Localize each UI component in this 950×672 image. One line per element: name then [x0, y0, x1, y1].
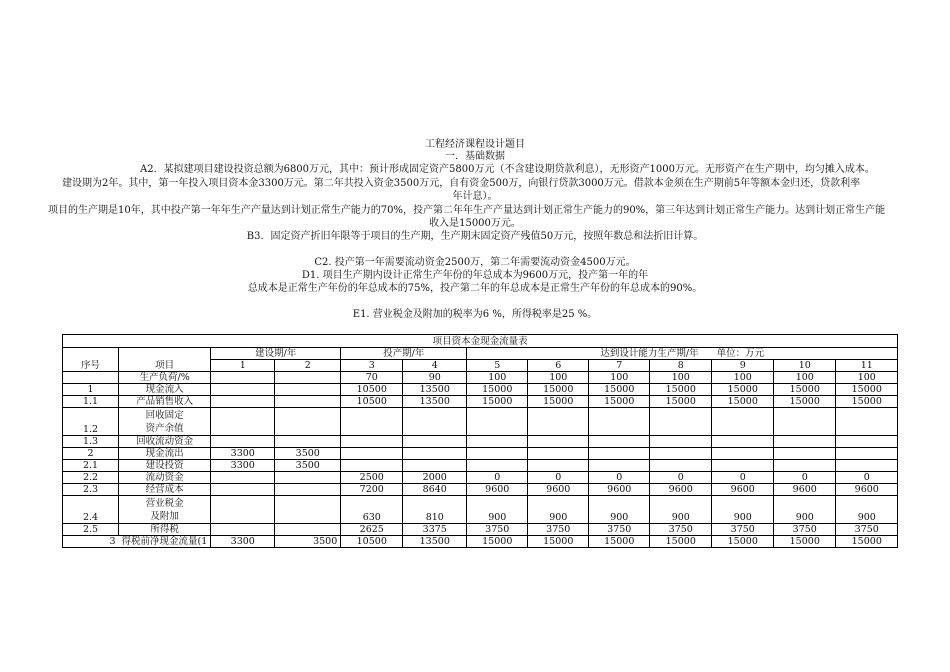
row-seq — [63, 372, 119, 384]
row-value — [341, 448, 403, 460]
row-value — [589, 436, 650, 448]
row-value: 15000 — [650, 396, 712, 408]
row-value: 100 — [589, 372, 650, 384]
row-value: 15000 — [650, 536, 712, 548]
paragraph-d1-line2: 总成本是正常生产年份的年总成本的75%，投产第二年的年总成本是正常生产年份的年总成本的90%。 — [247, 283, 703, 294]
table-caption: 项目资本金现金流量表 — [63, 335, 898, 348]
paragraph-c2: C2. 投产第一年需要流动资金2500万，第二年需要流动资金4500万元。 — [314, 257, 636, 268]
row-value: 100 — [712, 372, 774, 384]
row-value — [275, 384, 341, 396]
year-header: 1 — [211, 360, 275, 372]
row-value: 3500 — [275, 460, 341, 472]
row-value — [528, 436, 589, 448]
year-header: 6 — [528, 360, 589, 372]
document-title: 工程经济课程设计题目 — [425, 139, 525, 150]
row-value: 10500 — [341, 396, 403, 408]
row-value: 70 — [341, 372, 403, 384]
row-value — [712, 436, 774, 448]
row-value: 3750 — [467, 524, 528, 536]
row-value: 3750 — [774, 524, 836, 536]
row-value — [650, 460, 712, 472]
row-value — [341, 436, 403, 448]
row-value: 15000 — [589, 384, 650, 396]
row-value: 810 — [403, 496, 467, 524]
row-value — [275, 496, 341, 524]
row-value: 100 — [528, 372, 589, 384]
row-value — [589, 408, 650, 436]
row-value: 100 — [650, 372, 712, 384]
row-value — [774, 408, 836, 436]
row-value — [403, 448, 467, 460]
row-seq: 3 — [63, 536, 119, 548]
header-item: 项目 — [119, 360, 211, 372]
row-value — [211, 524, 275, 536]
row-value: 3500 — [275, 536, 341, 548]
table-row — [63, 460, 898, 472]
paragraph-a2-line1: A2．某拟建项目建设投资总额为6800万元，其中：预计形成固定资产5800万元（不含建设期贷款利息），无形资产1000万元。无形资产在生产期中，均匀摊入成本。 — [140, 164, 875, 175]
row-item: 回收流动资金 — [119, 436, 211, 448]
row-item: 生产负荷/% — [119, 372, 211, 384]
row-value: 2625 — [341, 524, 403, 536]
row-value: 9600 — [528, 484, 589, 496]
row-value — [275, 472, 341, 484]
row-seq: 2.5 — [63, 524, 119, 536]
row-value — [211, 384, 275, 396]
row-value — [275, 524, 341, 536]
row-value — [403, 436, 467, 448]
table-row — [63, 396, 898, 408]
row-value: 7200 — [341, 484, 403, 496]
row-seq: 1.2 — [63, 408, 119, 436]
row-value: 15000 — [589, 396, 650, 408]
row-value: 100 — [836, 372, 898, 384]
row-item: 现金流入 — [119, 384, 211, 396]
table-row — [63, 384, 898, 396]
paragraph-a2-line2: 建设期为2年。其中，第一年投入项目资本金3300万元。第二年共投入资金3500万元，自有资金500万，向银行贷款3000万元。借款本金须在生产期前5年等额本金归还，贷款利率 — [62, 178, 861, 189]
row-value: 0 — [467, 472, 528, 484]
row-value: 15000 — [836, 384, 898, 396]
row-item: 营业税金 及附加 — [119, 496, 211, 524]
row-item: 得税前净现金流量(1 — [119, 536, 211, 548]
row-value — [275, 484, 341, 496]
row-value — [836, 436, 898, 448]
row-value — [211, 372, 275, 384]
year-header: 9 — [712, 360, 774, 372]
row-value: 900 — [650, 496, 712, 524]
row-value — [275, 436, 341, 448]
row-item: 现金流出 — [119, 448, 211, 460]
row-value: 90 — [403, 372, 467, 384]
row-value: 0 — [528, 472, 589, 484]
row-value: 15000 — [712, 384, 774, 396]
row-item: 回收固定 资产余值 — [119, 408, 211, 436]
row-seq: 1 — [63, 384, 119, 396]
section-heading: 一．基础数据 — [445, 151, 505, 162]
row-value — [589, 448, 650, 460]
year-header: 4 — [403, 360, 467, 372]
row-value — [528, 460, 589, 472]
row-value — [528, 448, 589, 460]
paragraph-e1: E1. 营业税金及附加的税率为6 %，所得税率是25 %。 — [352, 309, 598, 320]
row-value: 15000 — [650, 384, 712, 396]
row-value: 3750 — [650, 524, 712, 536]
row-value: 3750 — [712, 524, 774, 536]
table-row — [63, 472, 898, 484]
row-value — [712, 460, 774, 472]
row-item: 所得税 — [119, 524, 211, 536]
row-value: 15000 — [589, 536, 650, 548]
row-value — [341, 460, 403, 472]
row-item: 经营成本 — [119, 484, 211, 496]
header-design-capacity: 达到设计能力生产期/年 单位：万元 — [467, 348, 898, 360]
row-value: 0 — [774, 472, 836, 484]
row-value: 15000 — [467, 396, 528, 408]
row-value: 15000 — [528, 536, 589, 548]
year-header: 7 — [589, 360, 650, 372]
row-value: 0 — [650, 472, 712, 484]
row-value — [836, 460, 898, 472]
year-header: 5 — [467, 360, 528, 372]
row-value — [341, 408, 403, 436]
row-value: 10500 — [341, 384, 403, 396]
row-value: 10500 — [341, 536, 403, 548]
row-value: 3750 — [836, 524, 898, 536]
row-value — [211, 396, 275, 408]
row-seq: 1.1 — [63, 396, 119, 408]
row-value: 9600 — [712, 484, 774, 496]
row-value: 900 — [467, 496, 528, 524]
row-value: 3750 — [589, 524, 650, 536]
header-commissioning-period: 投产期/年 — [341, 348, 467, 360]
table-row — [63, 524, 898, 536]
row-value: 900 — [528, 496, 589, 524]
row-value: 3300 — [211, 448, 275, 460]
paragraph-a2-line5: 收入是15000万元。 — [429, 218, 521, 229]
row-value: 0 — [712, 472, 774, 484]
row-value: 9600 — [774, 484, 836, 496]
row-value — [774, 436, 836, 448]
row-value: 900 — [589, 496, 650, 524]
row-item: 建设投资 — [119, 460, 211, 472]
row-seq: 2.2 — [63, 472, 119, 484]
row-item: 流动资金 — [119, 472, 211, 484]
row-seq: 1.3 — [63, 436, 119, 448]
year-header: 11 — [836, 360, 898, 372]
row-value: 900 — [774, 496, 836, 524]
row-value: 15000 — [712, 396, 774, 408]
row-value: 3375 — [403, 524, 467, 536]
row-seq: 2.1 — [63, 460, 119, 472]
row-value: 900 — [836, 496, 898, 524]
row-value — [275, 372, 341, 384]
row-value — [275, 408, 341, 436]
row-value: 13500 — [403, 396, 467, 408]
row-value — [467, 460, 528, 472]
paragraph-a2-line3: 年计息）。 — [452, 191, 498, 202]
row-value: 100 — [467, 372, 528, 384]
year-header: 2 — [275, 360, 341, 372]
row-value — [774, 448, 836, 460]
table-row — [63, 448, 898, 460]
year-header: 10 — [774, 360, 836, 372]
row-value: 9600 — [650, 484, 712, 496]
table-row — [63, 408, 898, 436]
row-value: 15000 — [774, 384, 836, 396]
row-value: 900 — [712, 496, 774, 524]
row-seq: 2.4 — [63, 496, 119, 524]
row-value — [589, 460, 650, 472]
row-seq: 2 — [63, 448, 119, 460]
row-value: 9600 — [836, 484, 898, 496]
row-value: 15000 — [836, 536, 898, 548]
row-value — [403, 460, 467, 472]
row-item: 产品销售收入 — [119, 396, 211, 408]
row-value — [211, 472, 275, 484]
paragraph-a2-line4: 项目的生产期是10年，其中投产第一年年生产产量达到计划正常生产能力的70%，投产第二年年生产产量达到计划正常生产能力的90%，第三年达到计划正常生产能力。达到计划正常生产能 — [48, 205, 886, 216]
row-value — [211, 436, 275, 448]
row-value: 3300 — [211, 460, 275, 472]
row-value — [211, 408, 275, 436]
row-value: 15000 — [467, 536, 528, 548]
row-value — [836, 448, 898, 460]
row-value — [211, 496, 275, 524]
table-row — [63, 372, 898, 384]
year-header: 8 — [650, 360, 712, 372]
row-value — [836, 408, 898, 436]
row-seq: 2.3 — [63, 484, 119, 496]
row-value: 3300 — [211, 536, 275, 548]
row-value: 0 — [589, 472, 650, 484]
row-value: 15000 — [774, 396, 836, 408]
row-value — [275, 396, 341, 408]
row-value: 9600 — [467, 484, 528, 496]
row-value — [650, 408, 712, 436]
paragraph-d1-line1: D1. 项目生产期内设计正常生产年份的年总成本为9600万元，投产第一年的年 — [301, 270, 649, 281]
row-value: 100 — [774, 372, 836, 384]
row-value — [712, 448, 774, 460]
row-value — [712, 408, 774, 436]
row-value: 2500 — [341, 472, 403, 484]
row-value: 2000 — [403, 472, 467, 484]
row-value — [528, 408, 589, 436]
row-value: 0 — [836, 472, 898, 484]
row-value: 3500 — [275, 448, 341, 460]
year-header: 3 — [341, 360, 403, 372]
row-value: 3750 — [528, 524, 589, 536]
row-value: 13500 — [403, 384, 467, 396]
row-value: 15000 — [467, 384, 528, 396]
header-construction-period: 建设期/年 — [211, 348, 341, 360]
row-value: 15000 — [836, 396, 898, 408]
row-value — [211, 484, 275, 496]
row-value — [774, 460, 836, 472]
row-value: 630 — [341, 496, 403, 524]
row-value: 9600 — [589, 484, 650, 496]
table-row — [63, 536, 898, 548]
cash-flow-table — [62, 334, 898, 548]
row-value — [403, 408, 467, 436]
unit-label: 单位：万元 — [716, 348, 765, 359]
row-value — [467, 436, 528, 448]
row-value — [650, 448, 712, 460]
row-value — [650, 436, 712, 448]
header-seq: 序号 — [63, 360, 119, 372]
row-value — [467, 408, 528, 436]
row-value: 15000 — [712, 536, 774, 548]
row-value: 15000 — [528, 384, 589, 396]
row-value — [467, 448, 528, 460]
row-value: 15000 — [774, 536, 836, 548]
table-row — [63, 484, 898, 496]
row-value: 13500 — [403, 536, 467, 548]
table-row — [63, 436, 898, 448]
paragraph-b3: B3．固定资产折旧年限等于项目的生产期，生产期末固定资产残值50万元，按照年数总和法折旧计算。 — [246, 231, 704, 242]
table-row — [63, 496, 898, 524]
row-value: 8640 — [403, 484, 467, 496]
row-value: 15000 — [528, 396, 589, 408]
